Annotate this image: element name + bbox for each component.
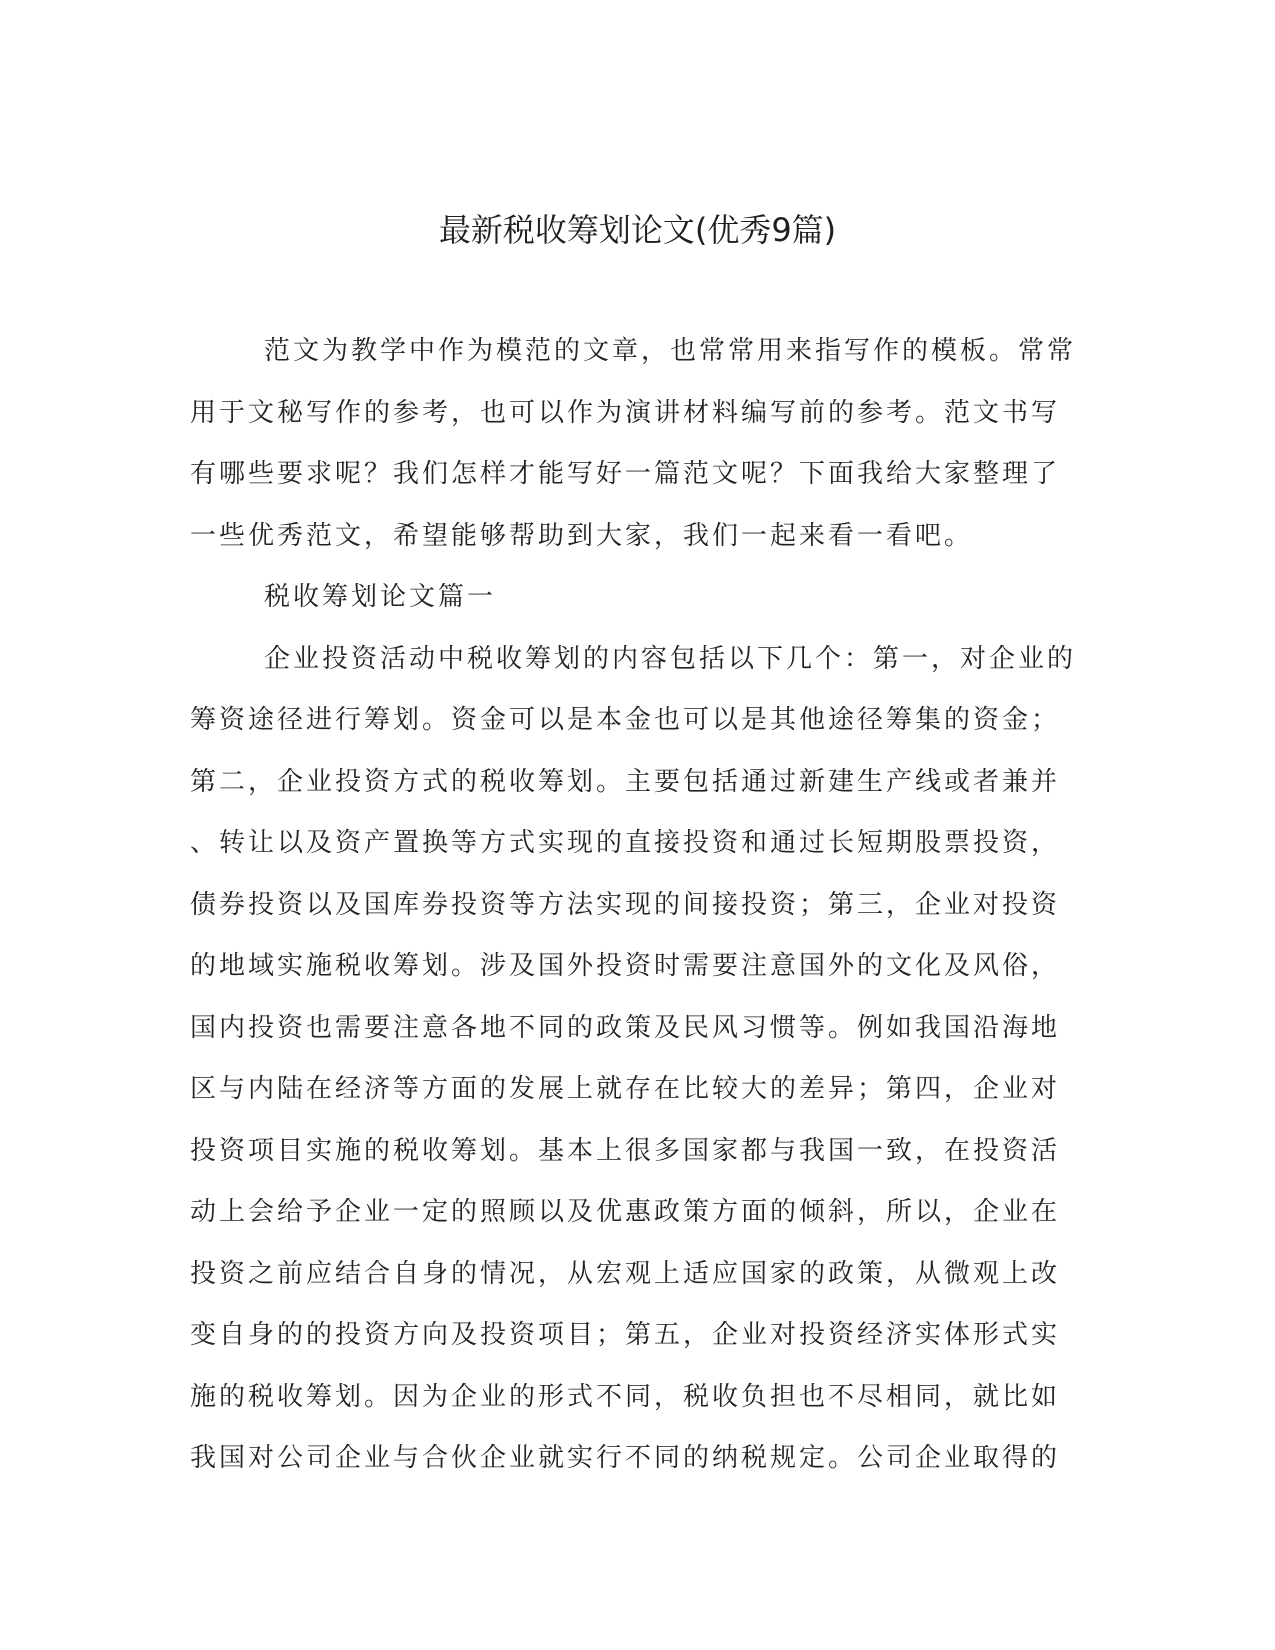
text-line: 企业投资活动中税收筹划的内容包括以下几个：第一，对企业的	[264, 643, 1077, 674]
text-line: 一些优秀范文，希望能够帮助到大家，我们一起来看一看吧。	[190, 520, 974, 551]
text-line: 投资项目实施的税收筹划。基本上很多国家都与我国一致，在投资活	[190, 1135, 1061, 1166]
page-title: 最新税收筹划论文(优秀9篇)	[438, 211, 837, 249]
text-line: 动上会给予企业一定的照顾以及优惠政策方面的倾斜，所以，企业在	[190, 1197, 1061, 1227]
text-line: 施的税收筹划。因为企业的形式不同，税收负担也不尽相同，就比如	[190, 1381, 1061, 1412]
text-line: 区与内陆在经济等方面的发展上就存在比较大的差异；第四，企业对	[190, 1074, 1061, 1104]
text-line: 税收筹划论文篇一	[264, 582, 497, 612]
body-text	[190, 331, 1080, 1500]
text-line: 用于文秘写作的参考，也可以作为演讲材料编写前的参考。范文书写	[190, 397, 1061, 428]
text-line: 我国对公司企业与合伙企业就实行不同的纳税规定。公司企业取得的	[190, 1443, 1061, 1473]
text-line: 变自身的的投资方向及投资项目；第五，企业对投资经济实体形式实	[190, 1320, 1061, 1350]
text-line: 国内投资也需要注意各地不同的政策及民风习惯等。例如我国沿海地	[190, 1012, 1061, 1043]
text-line: 投资之前应结合自身的情况，从宏观上适应国家的政策，从微观上改	[190, 1258, 1061, 1289]
text-line: 、转让以及资产置换等方式实现的直接投资和通过长短期股票投资，	[190, 828, 1061, 858]
text-line: 筹资途径进行筹划。资金可以是本金也可以是其他途径筹集的资金；	[190, 705, 1061, 735]
text-line: 有哪些要求呢？我们怎样才能写好一篇范文呢？下面我给大家整理了	[190, 459, 1061, 489]
text-line: 范文为教学中作为模范的文章，也常常用来指写作的模板。常常	[264, 336, 1077, 366]
text-line: 的地域实施税收筹划。涉及国外投资时需要注意国外的文化及风俗，	[190, 951, 1061, 981]
text-line: 债券投资以及国库券投资等方法实现的间接投资；第三，企业对投资	[190, 889, 1061, 920]
text-line: 第二，企业投资方式的税收筹划。主要包括通过新建生产线或者兼并	[190, 766, 1061, 797]
